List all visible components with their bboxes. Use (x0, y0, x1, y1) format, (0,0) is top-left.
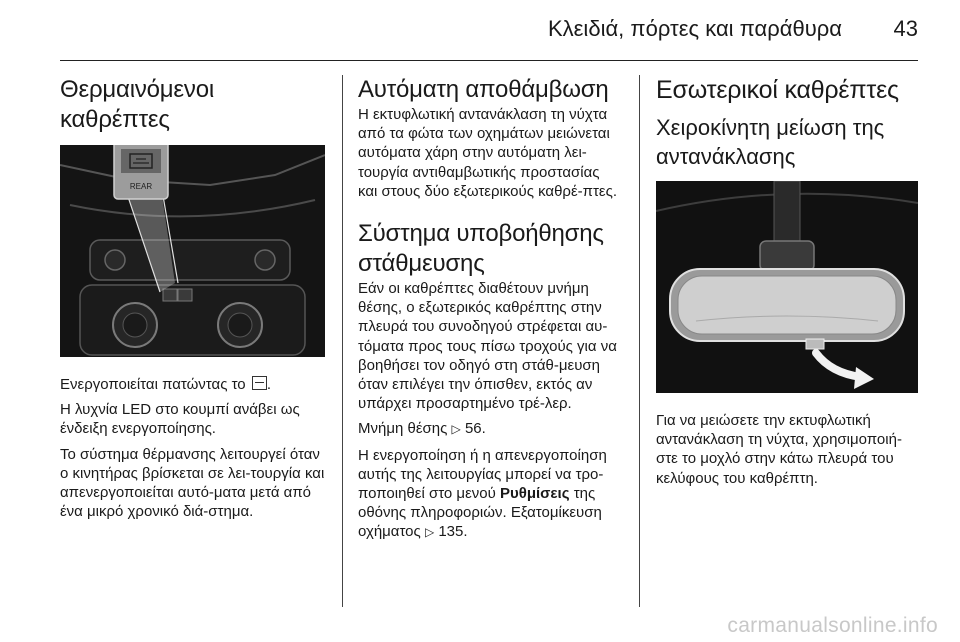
page-number: 43 (893, 16, 918, 41)
heated-mirror-icon (252, 376, 267, 390)
reference-page: 135. (438, 523, 468, 541)
heated-mirror-button-figure (60, 145, 325, 357)
page-header (0, 0, 960, 62)
column-divider (342, 75, 343, 607)
reference-page: 56. (464, 420, 486, 438)
column-interior-mirrors (656, 75, 918, 488)
section-heading: Σύστημα υποβοήθησης στάθμευσης (358, 220, 604, 278)
section-heading: Εσωτερικοί καθρέπτες (656, 76, 899, 104)
paragraph: Η εκτυφλωτική αντανάκλαση τη νύχτα από τα φώτα των οχημάτων μειώνεται αυτόματα χάρη στην αυτόματη λει-τουργία αντιθαμβωτικής προστασίας και στους δύο εξωτερικούς καθρέ-πτες. (358, 106, 618, 200)
paragraph: Εάν οι καθρέπτες διαθέτουν μνήμη θέσης, ο εξωτερικός καθρέπτης στην πλευρά του συνοδηγού στρέφεται αυ-τόματα προς τους πίσω τροχούς για να βοηθήσει τον οδηγό στη στάθ-μευση όταν επιλέγει την όπισθεν, εκτός αν υπάρχει προσαρτημένο τρέ-λερ. (358, 280, 617, 413)
column-auto-dimming (358, 75, 623, 543)
rearview-mirror-figure (656, 181, 918, 393)
watermark: carmanualsonline.info (727, 614, 938, 637)
paragraph-text: Ενεργοποιείται πατώντας το (60, 376, 246, 393)
section-heading: Αυτόματη αποθάμβωση (358, 76, 609, 103)
cross-reference (358, 419, 623, 439)
paragraph-text: της οθόνης πληροφοριών. Εξατομίκευση οχήματος (358, 485, 602, 541)
menu-name: Ρυθμίσεις (499, 485, 570, 503)
reference-arrow-icon: ▷ (451, 422, 461, 437)
paragraph: Το σύστημα θέρμανσης λειτουργεί όταν ο κινητήρας βρίσκεται σε λει-τουργία και απενεργοποιείται αυτό-ματα μετά από ένα μικρό χρονικό διά-στημα. (60, 445, 325, 521)
section-heading: Θερμαινόμενοι καθρέπτες (60, 76, 215, 133)
paragraph: Η λυχνία LED στο κουμπί ανάβει ως ένδειξη ενεργοποίησης. (60, 401, 300, 438)
paragraph: Για να μειώσετε την εκτυφλωτική αντανάκλαση τη νύχτα, χρησιμοποιή-στε το μοχλό στην κάτω πλευρά του κελύφους του καθρέπτη. (656, 412, 902, 487)
paragraph (60, 375, 328, 394)
column-heated-mirrors (60, 75, 328, 521)
column-divider (639, 75, 640, 607)
paragraph-end: . (266, 376, 271, 393)
subsection-heading: Χειροκίνητη μείωση της αντανάκλασης (656, 115, 885, 169)
mirror-illustration (656, 181, 918, 393)
reference-arrow-icon: ▷ (424, 525, 435, 540)
chapter-title: Κλειδιά, πόρτες και παράθυρα (547, 16, 842, 41)
console-illustration (60, 145, 325, 357)
rear-label: REAR (129, 182, 153, 191)
header-rule (60, 60, 918, 61)
reference-text: Μνήμη θέσης (358, 420, 448, 438)
paragraph (358, 446, 623, 543)
paragraph-text: Η ενεργοποίηση ή η απενεργοποίηση αυτής της λειτουργίας μπορεί να τρο-ποποιηθεί στο μενού (358, 446, 607, 503)
